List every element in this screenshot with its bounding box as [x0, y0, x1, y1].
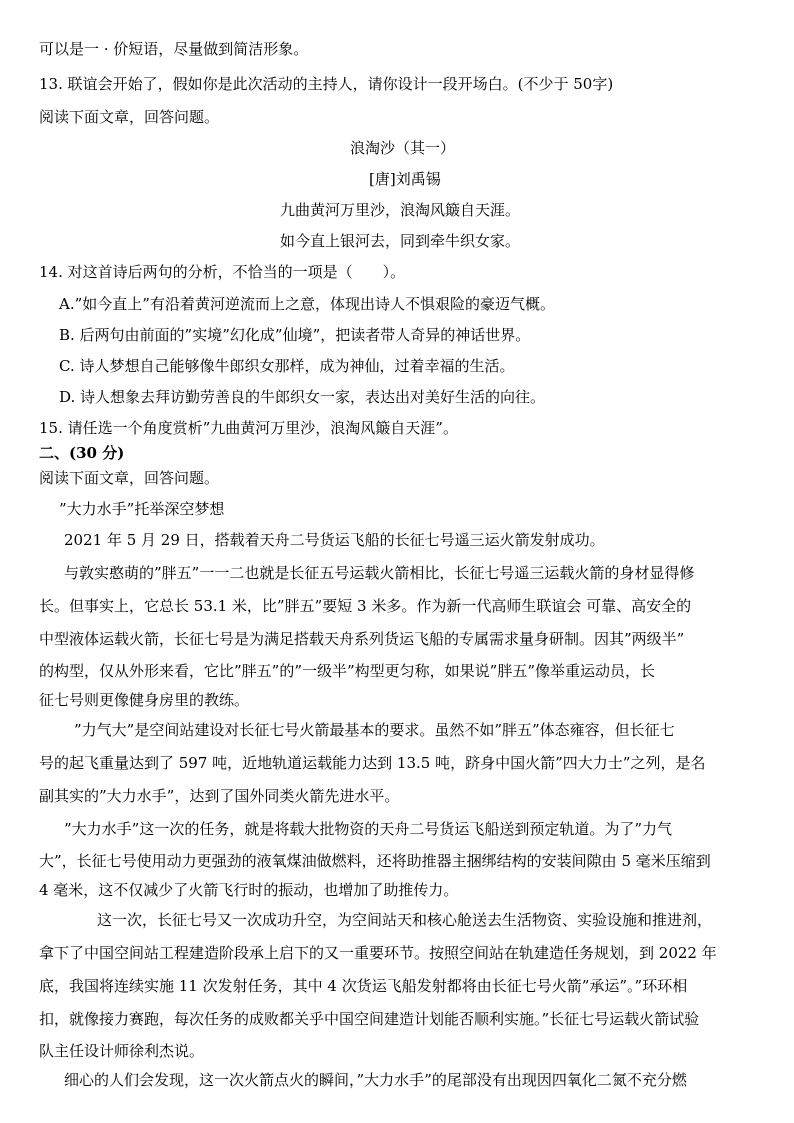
question-14: 14. 对这首诗后两句的分析，不恰当的一项是（ ）。 — [39, 263, 406, 281]
poem-line: 九曲黄河万里沙，浪淘风簸自天涯。 — [280, 201, 521, 219]
question-13: 13. 联谊会开始了，假如你是此次活动的主持人，请你设计一段开场白。(不少于 50字) — [39, 75, 614, 93]
article-line: 扣，就像接力赛跑，每次任务的成败都关乎中国空间建造计划能否顺利实施。”长征七号运载火箭试验 — [39, 1010, 700, 1028]
article-line: 长。但事实上，它总长 53.1 米，比”胖五”要短 3 米多。作为新一代高师生联谊会 可靠、高安全的 — [39, 597, 692, 615]
question-14-option-a: A.”如今直上”有沿着黄河逆流而上之意，体现出诗人不惧艰险的豪迈气概。 — [59, 295, 555, 313]
article-title: ”大力水手”托举深空梦想 — [59, 500, 225, 518]
article-line: 这一次，长征七号又一次成功升空，为空间站天和核心舱送去生活物资、实验设施和推进剂， — [97, 911, 713, 929]
text-line-intro: 可以是一 · 价短语，尽量做到简洁形象。 — [39, 40, 309, 58]
article-line: ”大力水手”这一次的任务，就是将载大批物资的天舟二号货运飞船送到预定轨道。为了”力气 — [64, 820, 673, 838]
reading-instruction: 阅读下面文章，回答问题。 — [39, 469, 220, 487]
question-15: 15. 请任选一个角度赏析”九曲黄河万里沙，浪淘风簸自天涯”。 — [39, 419, 458, 437]
article-line: 队主任设计师徐利杰说。 — [39, 1042, 205, 1060]
article-line: 4 毫米，这不仅减少了火箭飞行时的振动，也增加了助推传力。 — [39, 881, 459, 899]
question-14-option-b: B. 后两句由前面的”实境”幻化成”仙境”，把读者带人奇异的神话世界。 — [59, 326, 531, 344]
question-14-option-d: D. 诗人想象去拜访勤劳善良的牛郎织女一家，表达出对美好生活的向往。 — [59, 388, 546, 406]
article-line: 与敦实憨萌的”胖五”一一二也就是长征五号运载火箭相比，长征七号遥三运载火箭的身材显得修 — [64, 564, 695, 582]
poem-line: 如今直上银河去，同到牵牛织女家。 — [280, 232, 521, 250]
article-line: 2021 年 5 月 29 日，搭载着天舟二号货运飞船的长征七号遥三运火箭发射成功。 — [64, 531, 605, 549]
article-line: ”力气大”是空间站建设对长征七号火箭最基本的要求。虽然不如”胖五”体态雍容，但长征七 — [74, 721, 675, 739]
poem-author: [唐]刘禹锡 — [369, 170, 441, 188]
reading-instruction: 阅读下面文章，回答问题。 — [39, 108, 220, 126]
poem-title: 浪淘沙（其一） — [350, 139, 456, 157]
article-line: 拿下了中国空间站工程建造阶段承上启下的又一重要环节。按照空间站在轨建造任务规划，到 2022 年 — [39, 944, 717, 962]
article-line: 底，我国将连续实施 11 次发射任务，其中 4 次货运飞船发射都将由长征七号火箭”承运”。”环环相 — [39, 977, 688, 995]
article-line: 副其实的”大力水手”，达到了国外同类火箭先进水平。 — [39, 787, 400, 805]
section-heading: 二、(30 分) — [39, 444, 125, 462]
article-line: 号的起飞重量达到了 597 吨，近地轨道运载能力达到 13.5 吨，跻身中国火箭”四大力士”之列，是名 — [39, 754, 706, 772]
question-14-option-c: C. 诗人梦想自己能够像牛郎织女那样，成为神仙，过着幸福的生活。 — [59, 357, 515, 375]
article-line: 大”，长征七号使用动力更强劲的液氧煤油做燃料，还将助推器主捆绑结构的安装间隙由 5 毫米压缩到 — [39, 852, 711, 870]
article-line: 细心的人们会发现，这一次火箭点火的瞬间，”大力水手”的尾部没有出现因四氧化二氮不充分燃 — [64, 1071, 687, 1089]
article-line: 征七号则更像健身房里的教练。 — [39, 691, 250, 709]
article-line: 中型液体运载火箭，长征七号是为满足搭载天舟系列货运飞船的专属需求量身研制。因其”两级半” — [39, 630, 685, 648]
article-line: 的构型，仅从外形来看，它比”胖五”的”一级半”构型更匀称，如果说”胖五”像举重运动员，长 — [39, 662, 656, 680]
